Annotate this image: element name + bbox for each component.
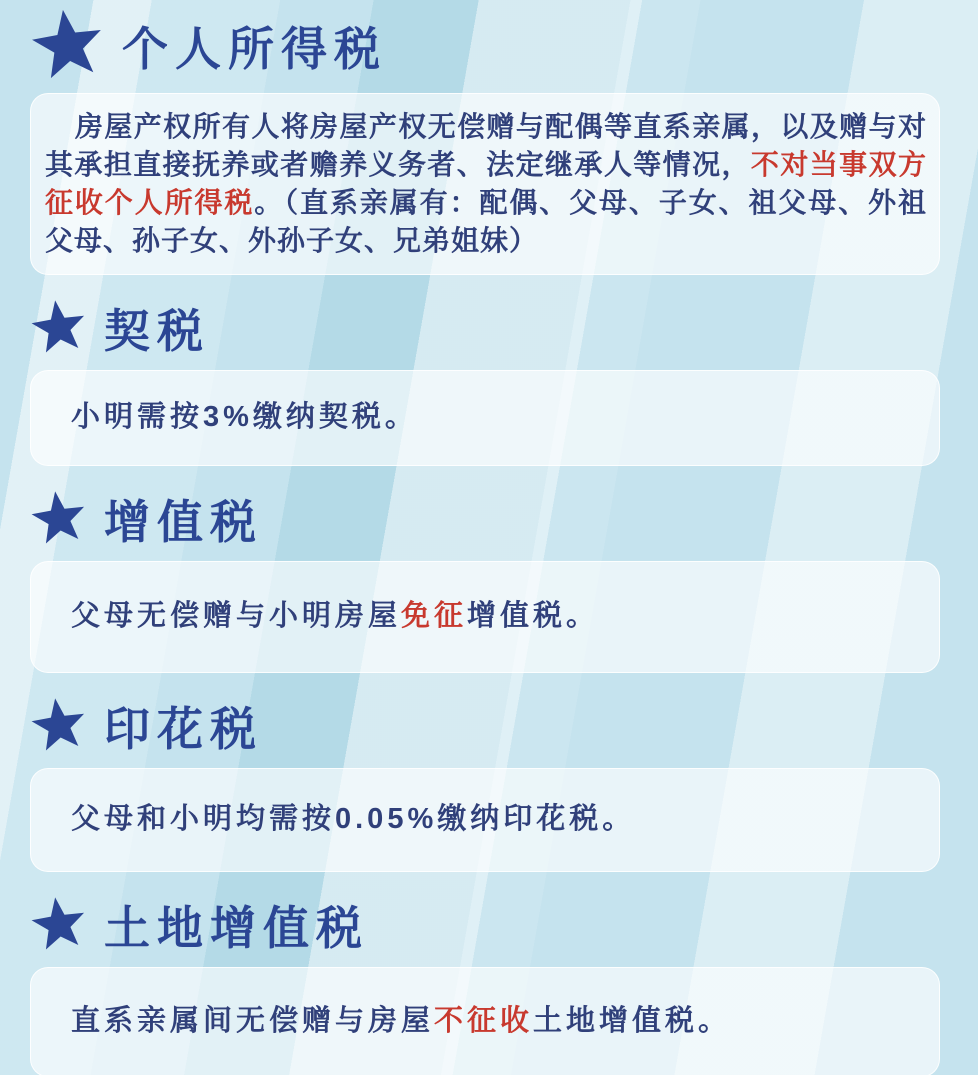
star-icon [30, 697, 88, 755]
star-icon [30, 490, 88, 548]
card-text [71, 598, 599, 636]
highlight-segment: 免征 [401, 600, 468, 633]
section-title: 印花税 [104, 703, 263, 755]
star-icon [30, 299, 88, 357]
section-header [30, 892, 940, 958]
highlight-segment: 不征收 [434, 1005, 534, 1038]
text-segment: 土地增值税。 [533, 1005, 732, 1038]
section-title: 个人所得税 [122, 23, 387, 75]
section-card [30, 93, 940, 275]
card-text [71, 1003, 731, 1041]
text-segment: 父母无偿赠与小明房屋 [71, 600, 402, 633]
star-icon [30, 8, 106, 84]
highlight-segment: 不对当事双方征收个人所得税 [45, 149, 927, 218]
section-title: 增值税 [104, 496, 263, 548]
section-header [30, 486, 940, 552]
star-icon [30, 896, 88, 954]
section-card [30, 561, 940, 673]
section-header [30, 295, 940, 361]
text-segment: 父母和小明均需按0.05%缴纳印花税。 [71, 803, 636, 836]
text-segment: 增值税。 [467, 600, 600, 633]
text-segment: 房屋产权所有人将房屋产权无偿赠与配偶等直系亲属，以及赠与对其承担直接抚养或者赡养义务者、法定继承人等情况， [45, 111, 927, 180]
section-card [30, 768, 940, 872]
section-stamp-tax [30, 693, 940, 872]
card-text [71, 399, 418, 437]
text-segment: 。（直系亲属有：配偶、父母、子女、祖父母、外祖父母、孙子女、外孙子女、兄弟姐妹） [45, 187, 927, 256]
section-header [30, 8, 940, 84]
section-land-vat [30, 892, 940, 1075]
section-title: 契税 [104, 305, 210, 357]
text-segment: 直系亲属间无偿赠与房屋 [71, 1005, 435, 1038]
section-card [30, 967, 940, 1075]
section-vat [30, 486, 940, 673]
section-personal-income-tax [30, 8, 940, 275]
section-deed-tax [30, 295, 940, 466]
card-text [45, 108, 927, 260]
section-card [30, 370, 940, 466]
card-text [71, 801, 635, 839]
text-segment: 小明需按3%缴纳契税。 [71, 401, 418, 434]
section-header [30, 693, 940, 759]
section-title: 土地增值税 [104, 902, 369, 954]
